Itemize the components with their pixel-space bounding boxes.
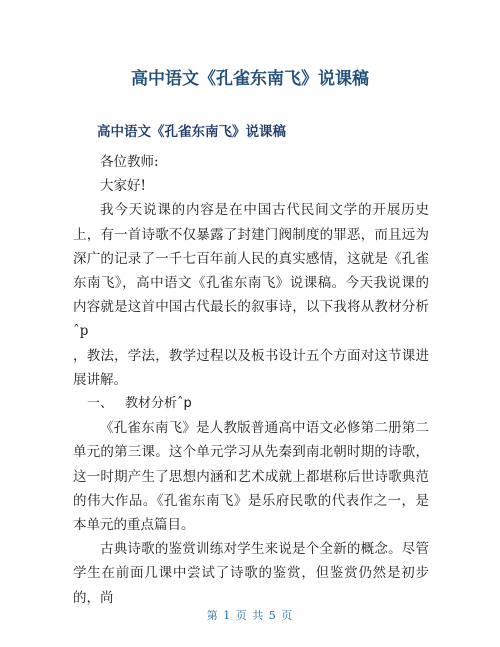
section-title: 教材分析ˆp [125,396,192,412]
section-heading [73,392,429,416]
document-subtitle: 高中语文《孔雀东南飞》说课稿 [97,124,286,140]
document-body [73,150,429,610]
page-footer: 第 1 页 共 5 页 [206,609,294,622]
intro-paragraph: 我今天说课的内容是在中国古代民间文学的开展历史上，有一首诗歌不仅暴露了封建门阀制度的罪恶，而且远为深广的记录了一千七百年前人民的真实感情，这就是《孔雀东南飞》，高中语文《孔雀东南飞》说课稿。今天我说课的内容就是这首中国古代最长的叙事诗，以下我将从教材分析ˆp [73,202,429,340]
section-number: 一、 [87,396,114,412]
appreciation-paragraph: 古典诗歌的鉴赏训练对学生来说是个全新的概念。尽管学生在前面几课中尝试了诗歌的鉴赏，但鉴赏仍然是初步的，尚 [73,541,429,606]
greeting-teachers: 各位教师: [100,154,159,170]
material-analysis-paragraph: 《孔雀东南飞》是人教版普通高中语文必修第二册第二单元的第三课。这个单元学习从先秦到南北朝时期的诗歌，这一时期产生了思想内涵和艺术成就上都堪称后世诗歌典范的伟大作品。《孔雀东南飞》是乐府民歌的代表作之一，是本单元的重点篇目。 [73,420,429,534]
intro-continuation: ，教法，学法，教学过程以及板书设计五个方面对这节课进展讲解。 [73,347,429,388]
document-title: 高中语文《孔雀东南飞》说课稿 [131,69,369,89]
greeting-all: 大家好! [100,178,146,195]
